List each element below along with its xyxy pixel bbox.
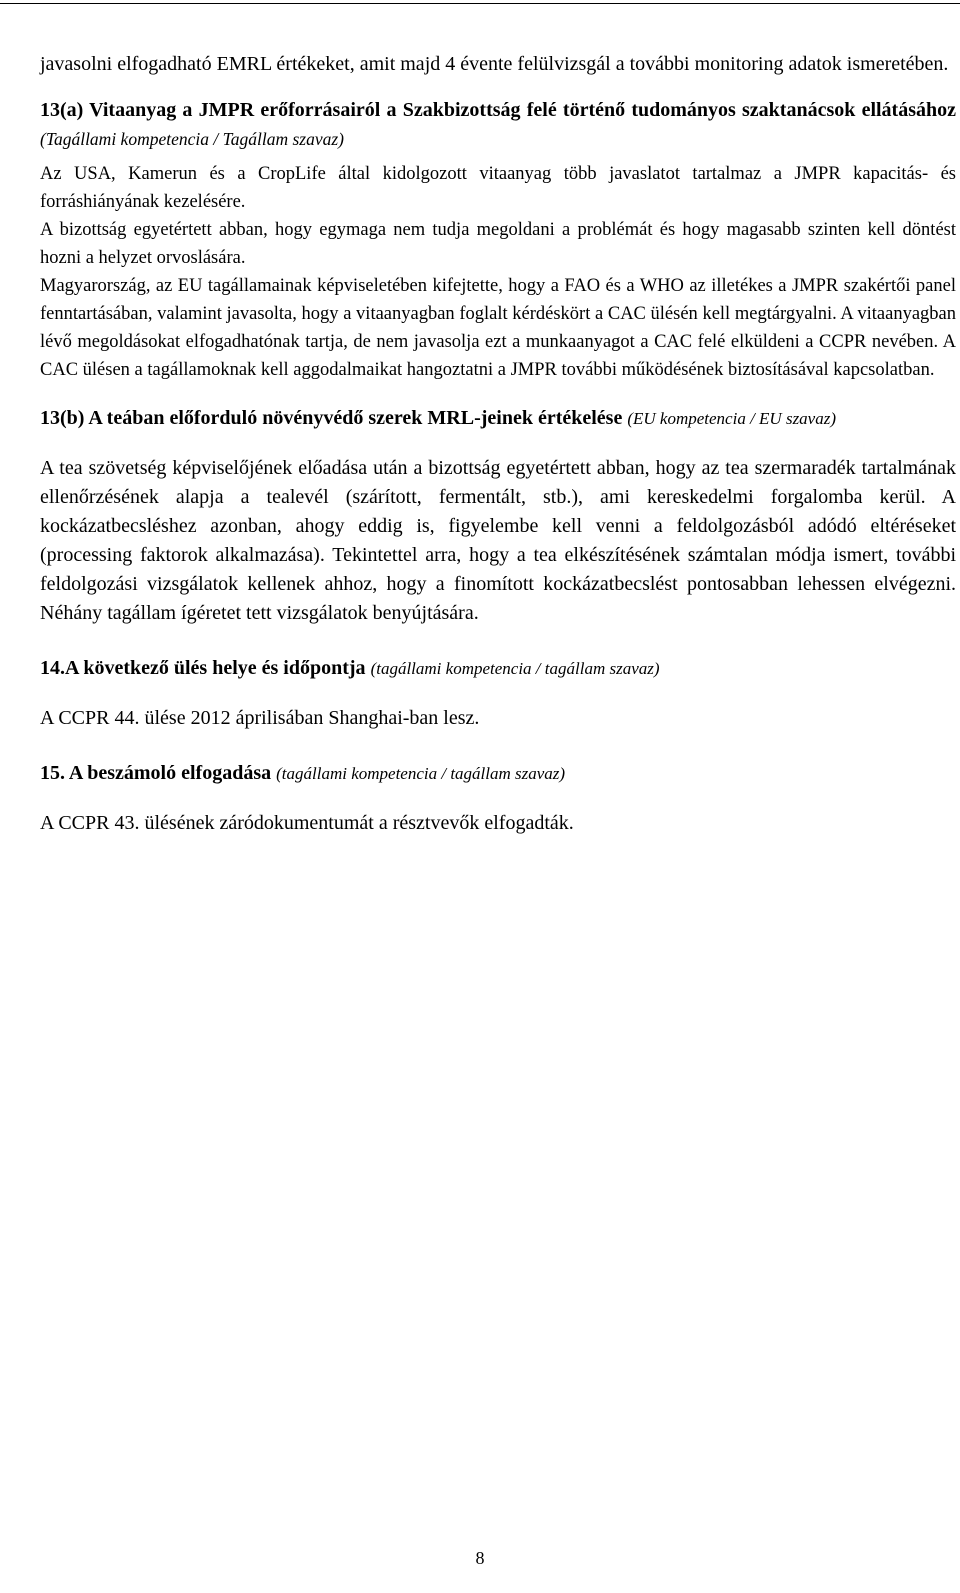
section-13a-paragraph-3: Magyarország, az EU tagállamainak képviseletében kifejtette, hogy a FAO és a WHO az illetékes a JMPR szakértői panel fenntartásában, valamint javasolta, hogy a vitaanyagban foglalt kérdéskört a CAC ülésén kell megtárgyalni. A vitaanyagban lévő megoldásokat elfogadhatónak tartja, de nem javasolja ezt a munkaanyagot a CAC felé elküldeni a CCPR nevében. A CAC ülésen a tagállamoknak kell aggodalmaikat hangoztatni a JMPR további működésének biztosításával kapcsolatban. — [40, 276, 956, 380]
section-14-body: A CCPR 44. ülése 2012 áprilisában Shanghai-ban lesz. — [40, 707, 480, 729]
section-13b-heading — [40, 404, 956, 433]
section-14-heading — [40, 654, 956, 683]
page-number: 8 — [475, 1548, 485, 1568]
intro-paragraph: javasolni elfogadható EMRL értékeket, amit majd 4 évente felülvizsgál a további monitoring adatok ismeretében. — [40, 53, 949, 75]
section-13a-heading — [40, 96, 956, 154]
section-15-body: A CCPR 43. ülésének záródokumentumát a résztvevők elfogadták. — [40, 812, 574, 834]
section-13b-body: A tea szövetség képviselőjének előadása után a bizottság egyetértett abban, hogy az tea szermaradék tartalmának ellenőrzésének alapja a tealevél (szárított, fermentált, stb.), ami kereskedelmi forgalomba kerül. A kockázatbecsléshez azonban, ahogy eddig is, figyelembe kell venni a feldolgozásból adódó eltéréseket (processing faktorok alkalmazása). Tekintettel arra, hogy a tea elkészítésének számtalan módja ismert, további feldolgozási vizsgálatok kellenek ahhoz, hogy a finomított kockázatbecslést pontosabban lehessen elvégezni. Néhány tagállam ígéretet tett vizsgálatok benyújtására. — [40, 457, 956, 624]
section-15-heading — [40, 759, 956, 788]
section-13a-paragraph-1: Az USA, Kamerun és a CropLife által kidolgozott vitaanyag több javaslatot tartalmaz a JMPR kapacitás- és forráshiányának kezelésére. — [40, 164, 956, 212]
section-13b-title: 13(b) A teában előforduló növényvédő szerek MRL-jeinek értékelése — [40, 407, 623, 429]
section-13a-competence: (Tagállami kompetencia / Tagállam szavaz) — [40, 129, 344, 149]
section-13a-body — [40, 160, 956, 384]
section-13a-paragraph-2: A bizottság egyetértett abban, hogy egymaga nem tudja megoldani a problémát és hogy magasabb szinten kell döntést hozni a helyzet orvoslására. — [40, 220, 956, 268]
top-rule — [0, 3, 960, 4]
section-15-title: 15. A beszámoló elfogadása — [40, 762, 272, 784]
section-13a-title: 13(a) Vitaanyag a JMPR erőforrásairól a Szakbizottság felé történő tudományos szaktanácsok ellátásához — [40, 99, 956, 121]
section-14-title: 14.A következő ülés helye és időpontja — [40, 657, 366, 679]
section-14-competence: (tagállami kompetencia / tagállam szavaz) — [370, 659, 660, 678]
document-page — [40, 50, 956, 837]
section-13b-competence: (EU kompetencia / EU szavaz) — [627, 409, 837, 428]
section-15-competence: (tagállami kompetencia / tagállam szavaz) — [276, 764, 566, 783]
